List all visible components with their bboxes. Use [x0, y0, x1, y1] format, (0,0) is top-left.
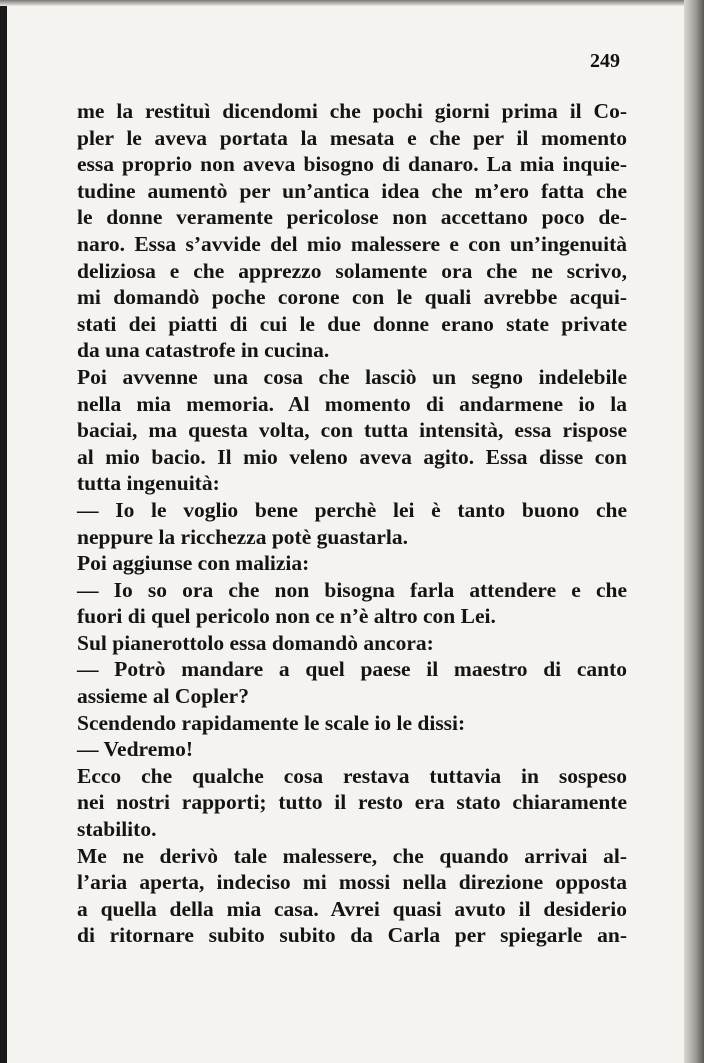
text-line: Poi aggiunse con malizia:: [77, 551, 310, 576]
text-line: mi domandò poche corone con le quali avrebbe acqui-: [77, 285, 627, 310]
text-line: di ritornare subito subito da Carla per spiegarle an-: [77, 923, 627, 948]
body-text: [77, 98, 627, 949]
text-line: stati dei piatti di cui le due donne erano state private: [77, 311, 627, 336]
text-line: Sul pianerottolo essa domandò ancora:: [77, 630, 434, 655]
text-line: fuori di quel pericolo non ce n’è altro con Lei.: [77, 604, 496, 629]
text-line: — Io le voglio bene perchè lei è tanto buono che: [77, 497, 627, 522]
text-line: l’aria aperta, indeciso mi mossi nella direzione opposta: [77, 870, 627, 895]
text-line: Poi avvenne una cosa che lasciò un segno indelebile: [77, 364, 627, 389]
text-line: le donne veramente pericolose non accettano poco de-: [77, 205, 627, 230]
text-line: baciai, ma questa volta, con tutta intensità, essa rispose: [77, 418, 627, 443]
text-line: tutta ingenuità:: [77, 471, 220, 496]
text-line: Me ne derivò tale malessere, che quando arrivai al-: [77, 843, 627, 868]
text-line: — Potrò mandare a quel paese il maestro di canto: [77, 657, 627, 682]
page-right-edge: [684, 0, 704, 1063]
page-number: 249: [590, 50, 620, 72]
text-line: al mio bacio. Il mio veleno aveva agito. Essa disse con: [77, 444, 627, 469]
text-line: — Io so ora che non bisogna farla attendere e che: [77, 577, 627, 602]
text-line: nella mia memoria. Al momento di andarmene io la: [77, 391, 627, 416]
page-top-edge: [0, 0, 704, 6]
text-line: deliziosa e che apprezzo solamente ora che ne scrivo,: [77, 258, 627, 283]
text-line: da una catastrofe in cucina.: [77, 338, 330, 363]
text-line: me la restituì dicendomi che pochi giorni prima il Co-: [77, 99, 627, 123]
text-line: neppure la ricchezza potè guastarla.: [77, 524, 409, 549]
text-line: Ecco che qualche cosa restava tuttavia in sospeso: [77, 763, 627, 788]
text-line: Scendendo rapidamente le scale io le dissi:: [77, 710, 466, 735]
page-left-edge: [0, 0, 7, 1063]
text-line: pler le aveva portata la mesata e che per il momento: [77, 125, 627, 150]
text-line: assieme al Copler?: [77, 684, 249, 709]
text-line: stabilito.: [77, 817, 157, 842]
text-line: a quella della mia casa. Avrei quasi avuto il desiderio: [77, 896, 627, 921]
text-line: essa proprio non aveva bisogno di danaro. La mia inquie-: [77, 152, 627, 177]
text-line: tudine aumentò per un’antica idea che m’ero fatta che: [77, 178, 627, 203]
text-line: naro. Essa s’avvide del mio malessere e con un’ingenuità: [77, 231, 627, 256]
text-line: nei nostri rapporti; tutto il resto era stato chiaramente: [77, 790, 627, 815]
text-line: — Vedremo!: [77, 737, 194, 762]
